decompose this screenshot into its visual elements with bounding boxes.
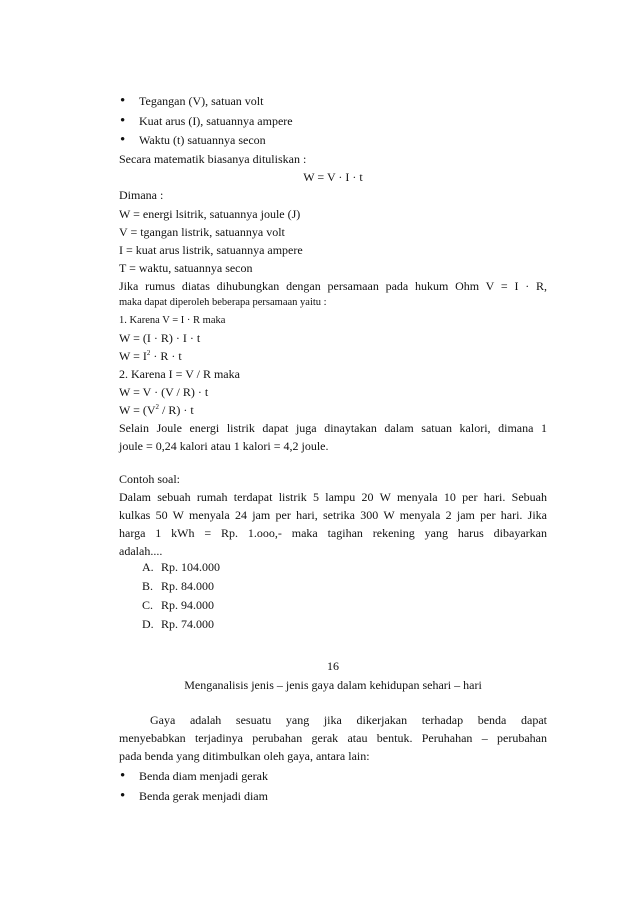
option-d: D. Rp. 74.000 xyxy=(142,617,215,631)
option-b: B. Rp. 84.000 xyxy=(142,579,215,593)
definition-w: W = energi lsitrik, satuannya joule (J) xyxy=(119,207,301,221)
question-line-4: adalah.... xyxy=(119,544,163,558)
case1-title: 1. Karena V = I · R maka xyxy=(119,315,226,326)
ohm-line-1: Jika rumus diatas dihubungkan dengan persamaan pada hukum Ohm V = I · R, xyxy=(119,279,547,293)
math-intro: Secara matematik biasanya dituliskan : xyxy=(119,152,307,166)
paragraph-line-2: menyebabkan terjadinya perubahan gerak atau bentuk. Peruhahan – perubahan xyxy=(119,731,547,745)
paragraph-line-1: Gaya adalah sesuatu yang jika dikerjakan terhadap benda dapat xyxy=(150,713,547,727)
joule-line-2: joule = 0,24 kalori atau 1 kalori = 4,2 joule. xyxy=(119,439,329,453)
option-c: C. Rp. 94.000 xyxy=(142,598,215,612)
question-line-3: harga 1 kWh = Rp. 1.ooo,- maka tagihan rekening yang harus dibayarkan xyxy=(119,526,547,540)
example-title: Contoh soal: xyxy=(119,472,181,486)
formula-main: W = V · I · t xyxy=(303,170,363,184)
dimana-label: Dimana : xyxy=(119,188,164,202)
joule-line-1: Selain Joule energi listrik dapat juga dinaytakan dalam satuan kalori, dimana 1 xyxy=(119,421,547,435)
case2-equation-2: $W = (V^2 / R) \cdot t$ xyxy=(119,403,194,417)
option-a: A. Rp. 104.000 xyxy=(142,560,221,574)
case2-title: 2. Karena I = V / R maka xyxy=(119,367,240,381)
page-number: 16 xyxy=(327,659,339,673)
section-heading: Menganalisis jenis – jenis gaya dalam kehidupan sehari – hari xyxy=(184,678,482,692)
ohm-line-2: maka dapat diperoleh beberapa persamaan yaitu : xyxy=(119,297,327,308)
case1-equation-1: W = (I · R) · I · t xyxy=(119,331,201,345)
effect-bullet-2: • Benda gerak menjadi diam xyxy=(119,787,567,805)
case2-equation-1: W = V · (V / R) · t xyxy=(119,385,209,399)
question-line-2: kulkas 50 W menyala 24 jam per hari, setrika 300 W menyala 2 jam per hari. Jika xyxy=(119,508,547,522)
paragraph-line-3: pada benda yang ditimbulkan oleh gaya, antara lain: xyxy=(119,749,370,763)
definition-i: I = kuat arus listrik, satuannya ampere xyxy=(119,243,303,257)
definition-v: V = tgangan listrik, satuannya volt xyxy=(119,225,285,239)
question-line-1: Dalam sebuah rumah terdapat listrik 5 lampu 20 W menyala 10 per hari. Sebuah xyxy=(119,490,547,504)
unit-bullet-current: • Kuat arus (I), satuannya ampere xyxy=(119,112,567,130)
effect-bullet-1: • Benda diam menjadi gerak xyxy=(119,767,567,785)
case1-equation-2: $W = I^2 \cdot R \cdot t$ xyxy=(119,349,182,363)
unit-bullet-voltage: • Tegangan (V), satuan volt xyxy=(119,92,567,110)
definition-t: T = waktu, satuannya secon xyxy=(119,261,253,275)
unit-bullet-time: • Waktu (t) satuannya secon xyxy=(119,131,567,149)
